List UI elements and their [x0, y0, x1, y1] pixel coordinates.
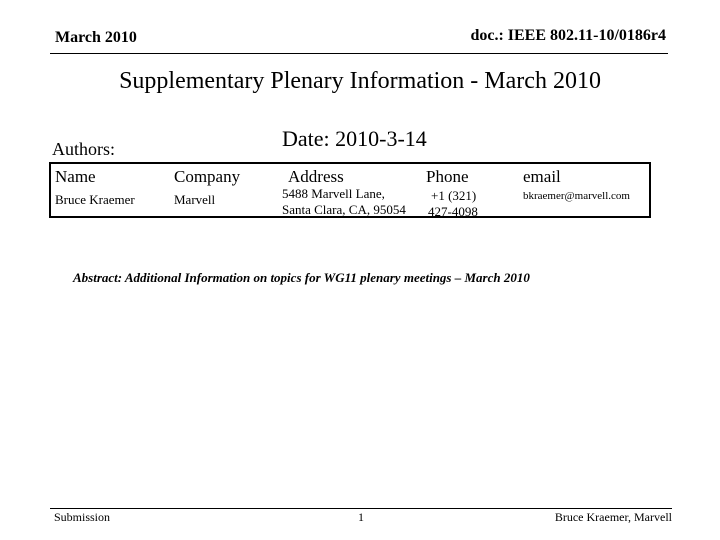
cell-address-line2: Santa Clara, CA, 95054	[282, 202, 406, 217]
slide-date: Date: 2010-3-14	[282, 126, 427, 151]
slide-title: Supplementary Plenary Information - March 2010	[119, 68, 601, 94]
column-header-name: Name	[55, 167, 96, 186]
cell-email: bkraemer@marvell.com	[523, 190, 630, 202]
page-number: 1	[358, 510, 364, 524]
cell-phone-line2: 427-4098	[428, 204, 478, 219]
header-date: March 2010	[55, 29, 137, 46]
header-divider	[50, 53, 668, 54]
authors-table	[49, 162, 651, 218]
footer-submission: Submission	[54, 510, 111, 524]
authors-label: Authors:	[52, 139, 115, 159]
cell-name: Bruce Kraemer	[55, 192, 135, 207]
cell-phone-line1: +1 (321)	[431, 188, 477, 203]
column-header-email: email	[523, 167, 561, 186]
column-header-address: Address	[288, 167, 344, 186]
footer-divider	[50, 508, 672, 509]
column-header-phone: Phone	[426, 167, 469, 186]
header-doc-id: doc.: IEEE 802.11-10/0186r4	[470, 27, 666, 44]
column-header-company: Company	[174, 167, 241, 186]
cell-company: Marvell	[174, 192, 216, 207]
footer-author: Bruce Kraemer, Marvell	[554, 510, 672, 524]
cell-address-line1: 5488 Marvell Lane,	[282, 186, 385, 201]
abstract-text: Abstract: Additional Information on topics for WG11 plenary meetings – March 2010	[73, 270, 530, 285]
